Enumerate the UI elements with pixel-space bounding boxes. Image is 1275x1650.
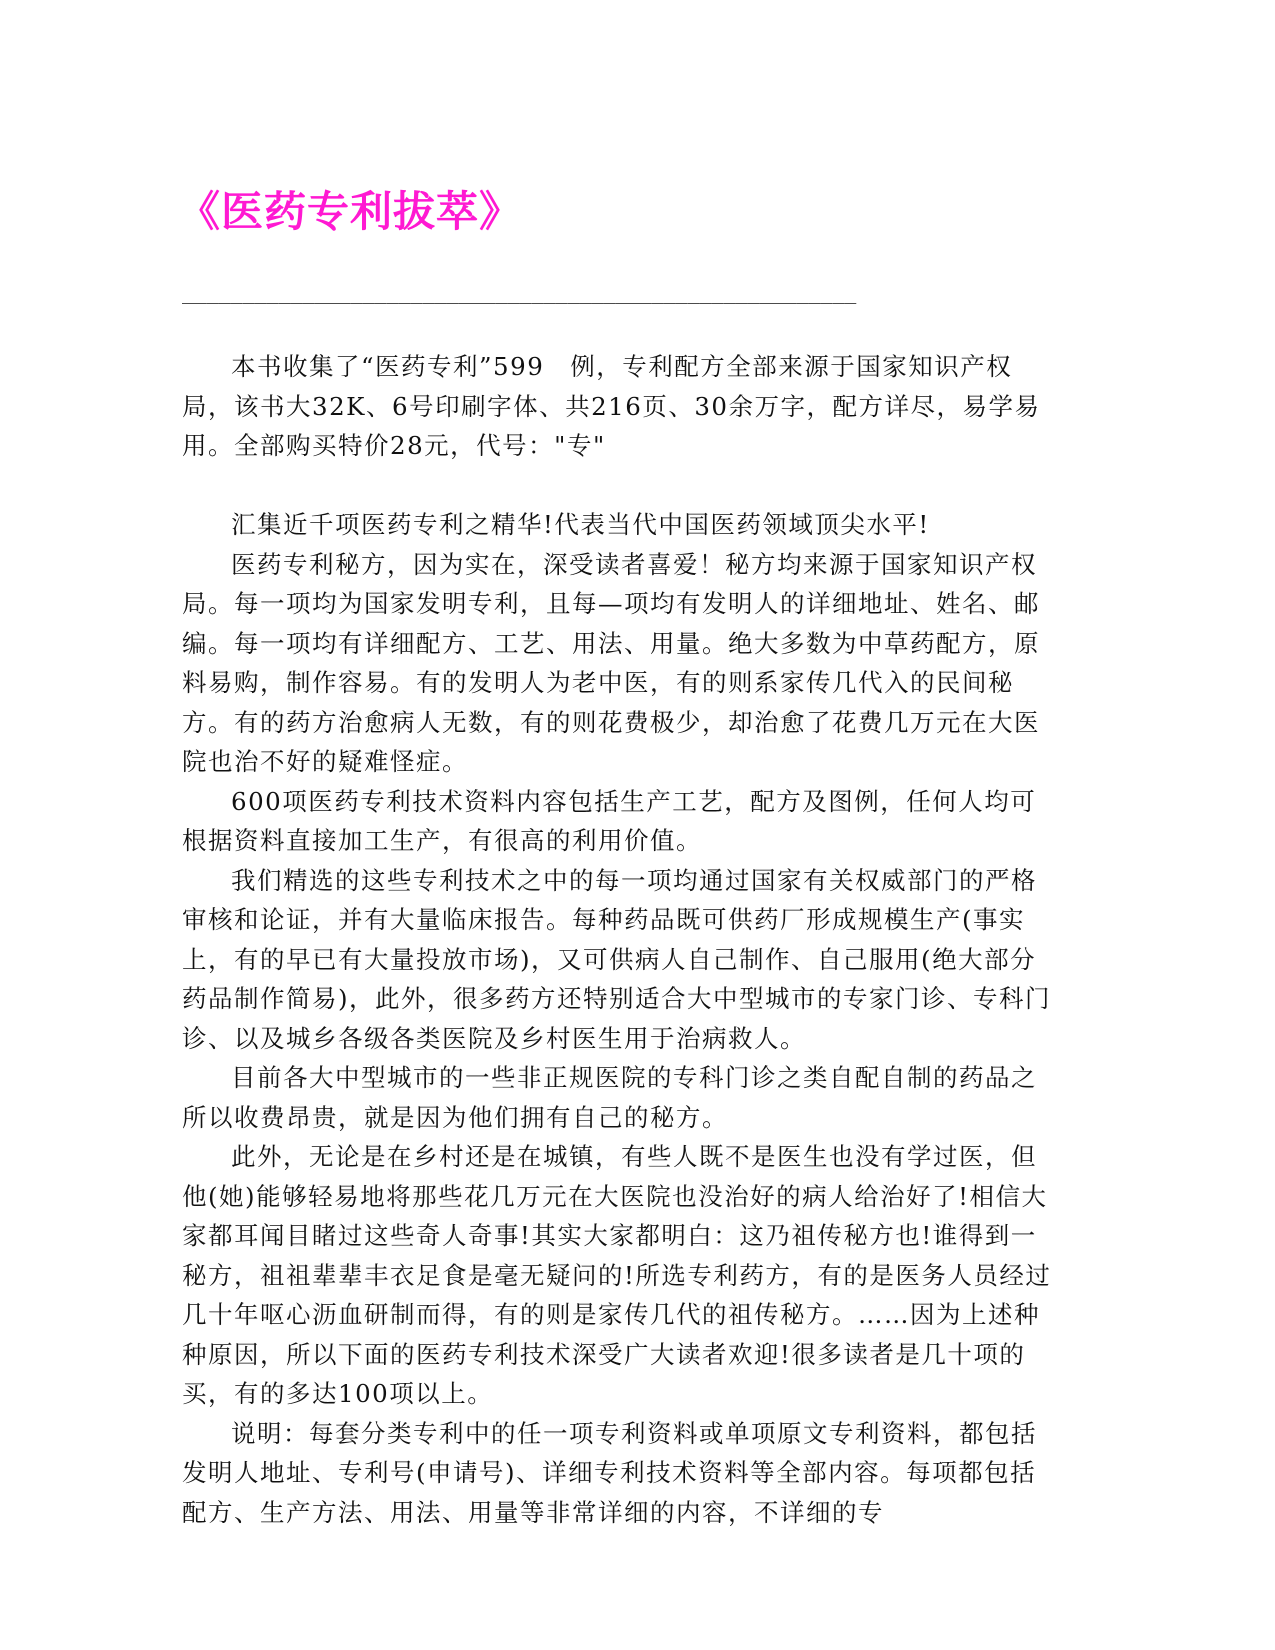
body-paragraph: 我们精选的这些专利技术之中的每一项均通过国家有关权威部门的严格审核和论证，并有大量临床报告。每种药品既可供药厂形成规模生产(事实上，有的早已有大量投放市场)，又可供病人自己制作、自己服用(绝大部分药品制作简易)，此外，很多药方还特别适合大中型城市的专家门诊、专科门诊、以及城乡各级各类医院及乡村医生用于治病救人。 — [182, 865, 1052, 1053]
separator-line: ________________________________________________________ — [182, 280, 857, 304]
document-body — [182, 347, 1062, 1532]
headline-paragraph: 汇集近千项医药专利之精华!代表当代中国医药领域顶尖水平! — [231, 510, 930, 539]
body-paragraph: 目前各大中型城市的一些非正规医院的专科门诊之类自配自制的药品之所以收费昂贵，就是因为他们拥有自己的秘方。 — [182, 1063, 1037, 1132]
intro-paragraph: 本书收集了“医药专利”599 例，专利配方全部来源于国家知识产权局，该书大32K、6号印刷字体、共216页、30余万字，配方详尽，易学易用。全部购买特价28元，代号："专" — [182, 352, 1041, 460]
body-paragraph: 600项医药专利技术资料内容包括生产工艺，配方及图例，任何人均可根据资料直接加工生产，有很高的利用价值。 — [182, 786, 1037, 855]
document-title: 《医药专利拔萃》 — [178, 187, 523, 236]
body-paragraph: 医药专利秘方，因为实在，深受读者喜爱！秘方均来源于国家知识产权局。每一项均为国家发明专利，且每—项均有发明人的详细地址、姓名、邮编。每一项均有详细配方、工艺、用法、用量。绝大多数为中草药配方，原料易购，制作容易。有的发明人为老中医，有的则系家传几代入的民间秘方。有的药方治愈病人无数，有的则花费极少，却治愈了花费几万元在大医院也治不好的疑难怪症。 — [182, 549, 1040, 776]
note-paragraph: 说明：每套分类专利中的任一项专利资料或单项原文专利资料，都包括发明人地址、专利号(申请号)、详细专利技术资料等全部内容。每项都包括配方、生产方法、用法、用量等非常详细的内容，不详细的专 — [182, 1418, 1037, 1527]
body-paragraph: 此外，无论是在乡村还是在城镇，有些人既不是医生也没有学过医，但他(她)能够轻易地将那些花几万元在大医院也没治好的病人给治好了!相信大家都耳闻目睹过这些奇人奇事!其实大家都明白：这乃祖传秘方也!谁得到一秘方，祖祖辈辈丰衣足食是毫无疑问的!所选专利药方，有的是医务人员经过几十年呕心沥血研制而得，有的则是家传几代的祖传秘方。……因为上述种种原因，所以下面的医药专利技术深受广大读者欢迎!很多读者是几十项的买，有的多达100项以上。 — [182, 1142, 1052, 1408]
